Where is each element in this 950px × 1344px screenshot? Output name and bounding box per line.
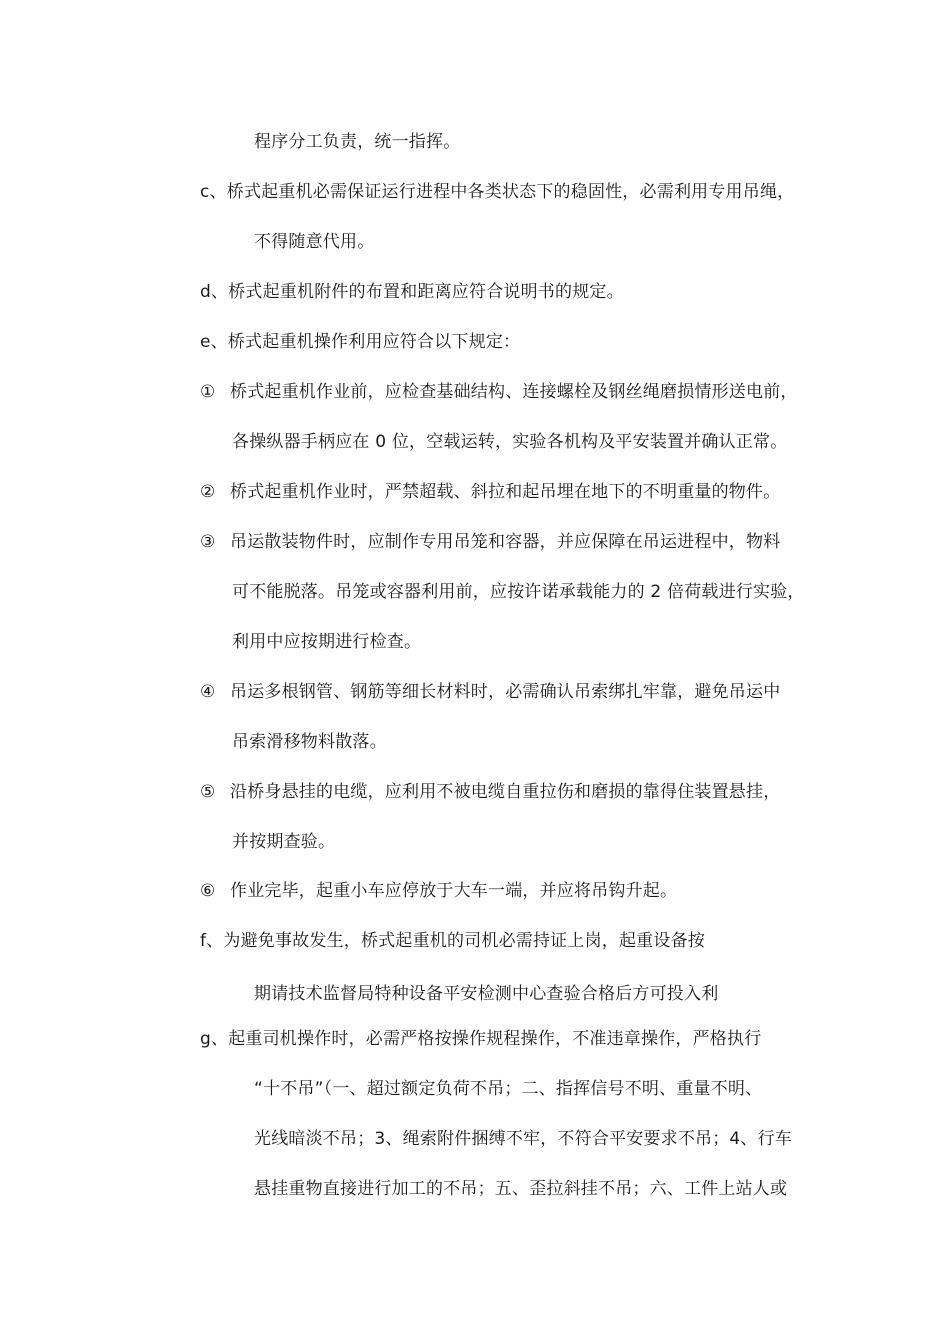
text-line: 不得随意代用。	[254, 232, 375, 252]
list-item	[200, 481, 780, 503]
text-line: 吊运多根钢管、钢筋等细长材料时，必需确认吊索绑扎牢靠，避免吊运中	[230, 682, 781, 702]
list-marker: ④	[200, 682, 216, 702]
list-marker: ⑥	[200, 881, 216, 901]
text-line: 利用中应按期进行检查。	[232, 632, 422, 652]
text-line: e、桥式起重机操作利用应符合以下规定：	[200, 332, 521, 352]
text-line: 吊运散装物件时，应制作专用吊笼和容器，并应保障在吊运进程中，物料	[230, 532, 781, 552]
list-item	[200, 381, 798, 403]
text-line: 桥式起重机作业时，严禁超载、斜拉和起吊埋在地下的不明重量的物件。	[230, 482, 781, 502]
list-marker: ③	[200, 532, 216, 552]
list-marker: ⑤	[200, 782, 216, 802]
text-line: 可不能脱落。吊笼或容器利用前，应按许诺承载能力的 2 倍荷载进行实验，	[232, 582, 805, 602]
list-item	[200, 681, 780, 703]
text-line: 程序分工负责，统一指挥。	[254, 132, 461, 152]
text-line: 作业完毕，起重小车应停放于大车一端，并应将吊钩升起。	[230, 881, 678, 901]
text-line: f、为避免事故发生，桥式起重机的司机必需持证上岗，起重设备按	[200, 931, 705, 951]
text-line: 并按期查验。	[232, 832, 336, 852]
text-line: g、起重司机操作时，必需严格按操作规程操作，不准违章操作，严格执行	[200, 1029, 762, 1049]
list-marker: ②	[200, 482, 216, 502]
text-line: 悬挂重物直接进行加工的不吊；五、歪拉斜挂不吊；六、工件上站人或	[254, 1179, 788, 1199]
list-item	[200, 781, 780, 803]
text-line: 吊索滑移物料散落。	[232, 732, 387, 752]
text-line: d、桥式起重机附件的布置和距离应符合说明书的规定。	[200, 282, 624, 302]
text-line: 期请技术监督局特种设备平安检测中心查验合格后方可投入利	[254, 984, 719, 1004]
text-line: 沿桥身悬挂的电缆，应利用不被电缆自重拉伤和磨损的靠得住装置悬挂，	[230, 782, 781, 802]
text-line: c、桥式起重机必需保证运行进程中各类状态下的稳固性，必需利用专用吊绳，	[200, 182, 795, 202]
list-marker: ①	[200, 382, 216, 402]
text-line: 光线暗淡不吊；3、绳索附件捆缚不牢，不符合平安要求不吊；4、行车	[254, 1129, 793, 1149]
list-item	[200, 531, 780, 553]
text-line: “十不吊”（一、超过额定负荷不吊；二、指挥信号不明、重量不明、	[254, 1079, 763, 1099]
text-line: 桥式起重机作业前，应检查基础结构、连接螺栓及钢丝绳磨损情形送电前，	[230, 382, 798, 402]
list-item	[200, 880, 677, 902]
text-line: 各操纵器手柄应在 0 位，空载运转，实验各机构及平安装置并确认正常。	[232, 432, 788, 452]
